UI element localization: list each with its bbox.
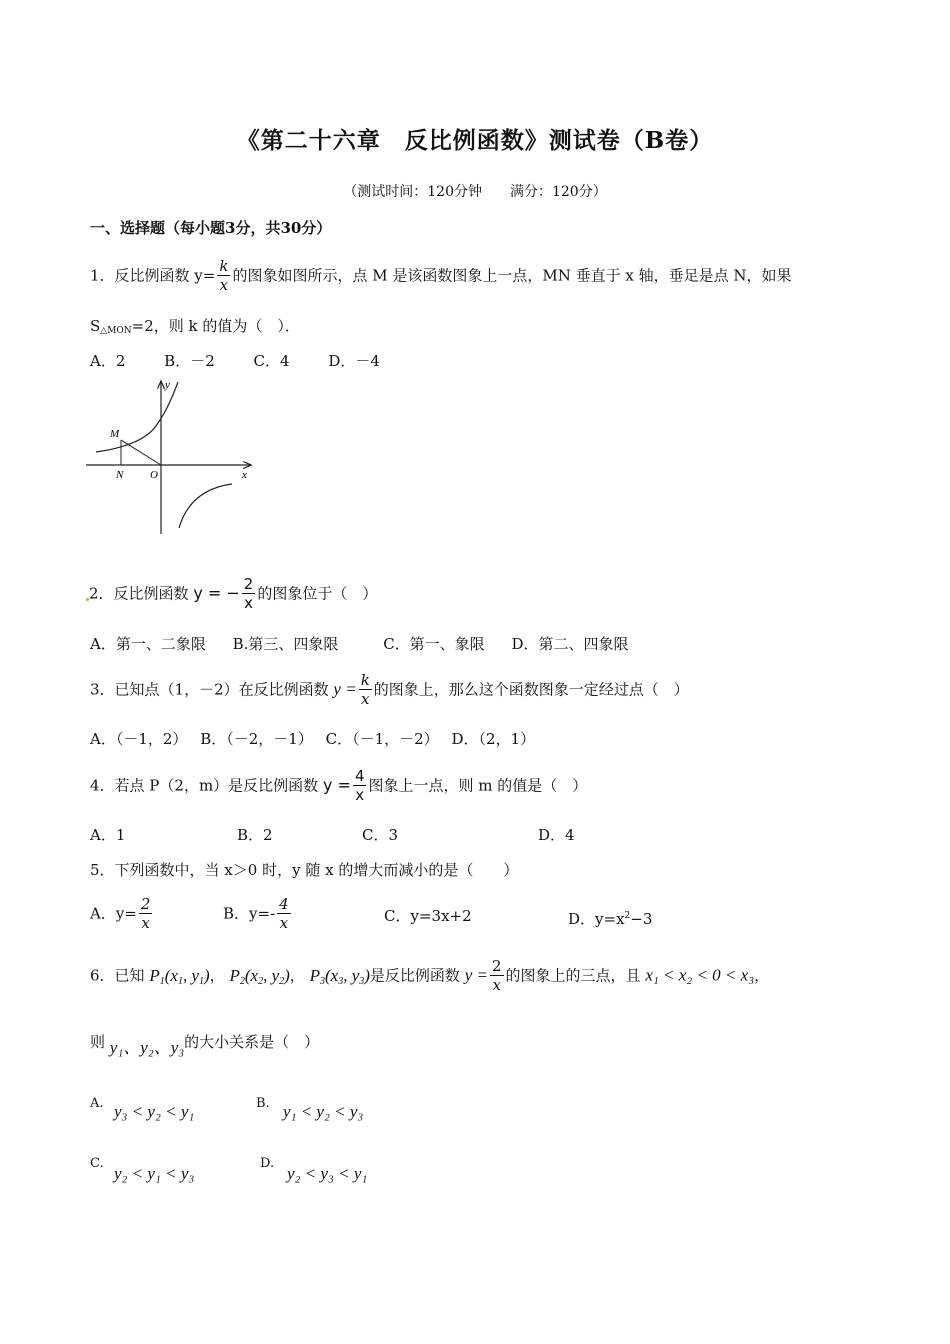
question-6-options: A. y₃ < y₂ < y₁ B. y₁ < y₂ < y₃ C. y₂ < y₁ < y₃ D. y₂ < y₃ < y₁ <box>90 1096 368 1183</box>
inequality: x₁ < x₂ < 0 < x₃ <box>645 965 755 985</box>
option-d: D．第二、四象限 <box>511 635 629 653</box>
label-o: O <box>150 469 158 481</box>
option-a: A．2 <box>90 352 126 370</box>
option-a: A．y= $\frac{2}{x}$ <box>90 895 151 932</box>
point-p3: $P_3(x_3$, $y_3$) <box>309 965 370 987</box>
option-d: y₂ < y₃ < y₁ <box>287 1164 368 1183</box>
question-4: 4．若点 P（2，m）是反比例函数 y = $\frac{4}{x}$ 图象上一点，则 m 的值是（ ） <box>90 767 588 804</box>
option-b: y₁ < y₂ < y₃ <box>283 1102 364 1121</box>
fraction-k-over-x: $\frac{k}{x}$ <box>360 671 370 708</box>
option-d: D．4 <box>538 826 575 844</box>
page-title: 《第二十六章 反比例函数》测试卷（B卷） <box>236 127 714 154</box>
label-x: x <box>242 469 247 481</box>
question-6-line2: 则 y₁、y₂、y₃的大小关系是（ ） <box>90 1033 320 1057</box>
label-m: M <box>110 428 120 440</box>
point-p1: $P_1(x_1$, $y_1$) <box>149 965 210 987</box>
hyperbola-branch-lower-right <box>179 484 232 528</box>
question-3-options <box>90 729 535 749</box>
hyperbola-graph <box>84 376 259 538</box>
segment-mo <box>121 440 161 465</box>
option-c: y₂ < y₁ < y₃ <box>114 1164 195 1183</box>
question-5-options <box>90 895 653 942</box>
label-n: N <box>116 469 124 481</box>
fraction-k-over-x: $\frac{k}{x}$ <box>219 257 229 294</box>
question-2: 2．反比例函数 y = − $\frac{2}{x}$ 的图象位于（ ） <box>86 576 377 613</box>
label-y: y <box>165 379 170 391</box>
question-6: 6．已知 $P_1(x_1$, $y_1$)， $P_2(x_2$, $y_2$)， $P_3(x_3$, $y_3$)是反比例函数 y = $\frac{2}{x}$ 的图象上的三点，且 x₁ < x₂ < 0 < x₃， <box>90 957 770 994</box>
option-b: B．－2 <box>164 352 215 370</box>
question-1-line2: S△MON=2，则 k 的值为（ ）． <box>90 317 300 336</box>
question-1-options <box>90 351 380 371</box>
option-d: D．－4 <box>328 352 380 370</box>
fraction-2-over-x: $\frac{2}{x}$ <box>491 957 502 994</box>
option-a: A．第一、二象限 <box>90 635 206 653</box>
option-c: C．3 <box>362 826 399 844</box>
option-d: D．$y=x^2-3$ <box>568 910 653 928</box>
question-5: 5．下列函数中，当 x＞0 时，y 随 x 的增大而减小的是（ ） <box>90 861 519 879</box>
fraction-2-over-x: $\frac{2}{x}$ <box>243 575 254 612</box>
option-c: C．4 <box>253 352 290 370</box>
section-heading: 一、选择题（每小题3分，共30分） <box>90 219 332 237</box>
option-d: D．（2，1） <box>451 730 536 748</box>
hyperbola-branch-upper-left <box>96 382 178 452</box>
option-a: A．（－1，2） <box>90 730 188 748</box>
question-1: 1．反比例函数 y= $\frac{k}{x}$ 的图象如图所示，点 M 是该函数图象上一点，MN 垂直于 x 轴，垂足是点 N，如果 <box>90 257 792 294</box>
option-b: B．（－2，－1） <box>200 730 313 748</box>
point-p2: $P_2(x_2$, $y_2$) <box>229 965 290 987</box>
question-3: 3．已知点（1，－2）在反比例函数 y = $\frac{k}{x}$ 的图象上，那么这个函数图象一定经过点（ ） <box>90 671 689 708</box>
question-2-options <box>90 634 629 654</box>
option-c: C．第一、象限 <box>383 635 485 653</box>
option-b: B．2 <box>237 826 273 844</box>
option-a: A．1 <box>90 826 126 844</box>
option-a: y₃ < y₂ < y₁ <box>114 1102 195 1121</box>
option-b: B.第三、四象限 <box>232 635 339 653</box>
page-subtitle: （测试时间：120分钟 满分：120分） <box>343 184 607 200</box>
option-b: B．y=- $\frac{4}{x}$ <box>223 895 289 932</box>
option-c: C．y=3x+2 <box>384 907 472 925</box>
option-c: C．（－1，－2） <box>325 730 439 748</box>
fraction-4-over-x: $\frac{4}{x}$ <box>354 767 365 804</box>
